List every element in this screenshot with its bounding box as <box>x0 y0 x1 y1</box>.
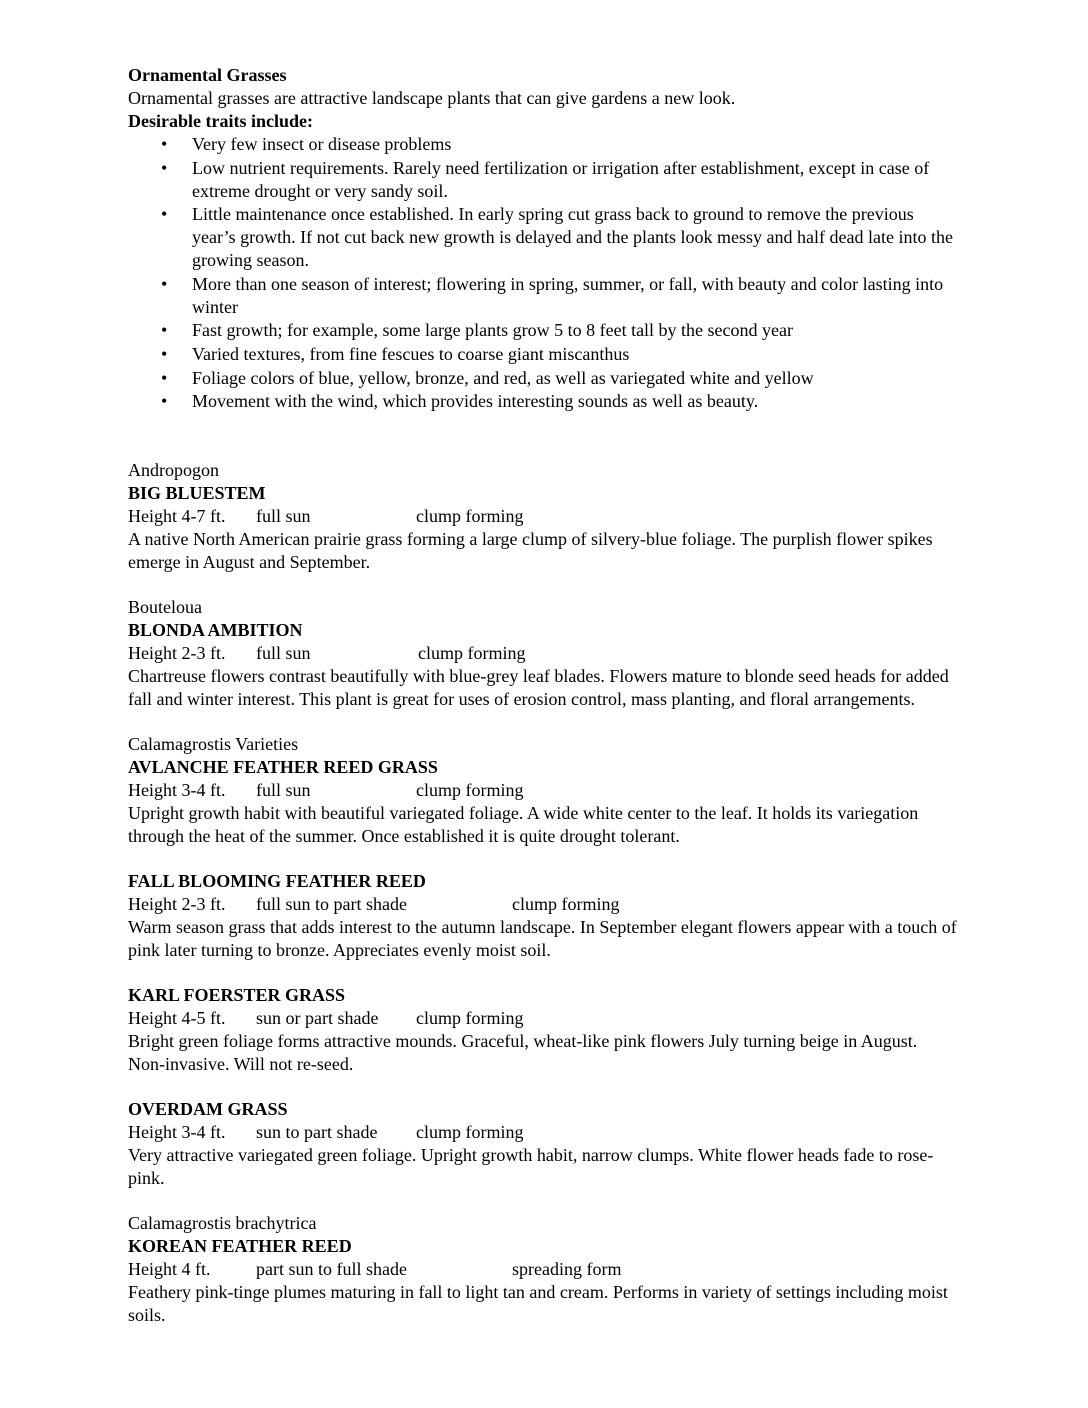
plant-name: FALL BLOOMING FEATHER REED <box>128 870 426 891</box>
plant-description: Bright green foliage forms attractive mounds. Graceful, wheat-like pink flowers July turning beige in August. Non-invasive. Will not re-seed. <box>128 1030 918 1074</box>
plant-form: clump forming <box>416 1007 524 1028</box>
plant-meta <box>128 1258 968 1281</box>
plant-description: Very attractive variegated green foliage. Upright growth habit, narrow clumps. White flower heads fade to rose-pink. <box>128 1144 934 1188</box>
plant-genus: Bouteloua <box>128 596 202 617</box>
plant-meta <box>128 893 968 916</box>
plant-name: BLONDA AMBITION <box>128 619 303 640</box>
trait-item: • Fast growth; for example, some large plants grow 5 to 8 feet tall by the second year <box>161 320 794 341</box>
plant-height: Height 3-4 ft. <box>128 779 226 800</box>
trait-item: • Foliage colors of blue, yellow, bronze, and red, as well as variegated white and yellow <box>161 367 814 388</box>
bullet-icon: • <box>161 273 168 294</box>
trait-item: • Movement with the wind, which provides interesting sounds as well as beauty. <box>161 391 759 412</box>
plant-sun: full sun <box>256 779 311 800</box>
spacer <box>128 848 968 870</box>
spacer <box>128 962 968 984</box>
plant-form: clump forming <box>418 642 526 663</box>
plant-entry <box>128 1212 968 1327</box>
plant-sun: full sun <box>256 642 311 663</box>
plant-sun: sun or part shade <box>256 1007 379 1028</box>
plant-meta <box>128 642 968 665</box>
traits-heading: Desirable traits include: <box>128 111 313 131</box>
plant-genus: Andropogon <box>128 459 219 480</box>
bullet-icon: • <box>161 134 168 154</box>
plant-name: AVLANCHE FEATHER REED GRASS <box>128 756 438 777</box>
trait-item: • Very few insect or disease problems <box>161 134 452 154</box>
plant-meta <box>128 779 968 802</box>
plant-description: Chartreuse flowers contrast beautifully with blue-grey leaf blades. Flowers mature to blonde seed heads for added fall and winter interest. This plant is great for uses of erosion control, mass planting, and floral arrangements. <box>128 665 949 709</box>
plant-meta <box>128 1007 968 1030</box>
plant-height: Height 4 ft. <box>128 1258 211 1279</box>
plant-form: spreading form <box>512 1258 622 1279</box>
plant-entry <box>128 984 968 1076</box>
plant-sun: full sun to part shade <box>256 893 407 914</box>
spacer <box>128 574 968 596</box>
plant-entry <box>128 733 968 848</box>
plant-entry <box>128 1098 968 1190</box>
plant-sun: part sun to full shade <box>256 1258 407 1279</box>
spacer <box>128 1076 968 1098</box>
plant-description: A native North American prairie grass forming a large clump of silvery-blue foliage. The purplish flower spikes emerge in August and September. <box>128 528 933 572</box>
trait-item: • Little maintenance once established. In early spring cut grass back to ground to remove the previous year’s growth. If not cut back new growth is delayed and the plants look messy and half dead late into the growing season. <box>161 204 953 271</box>
plant-entry <box>128 870 968 962</box>
plant-description: Warm season grass that adds interest to the autumn landscape. In September elegant flowers appear with a touch of pink later turning to bronze. Appreciates evenly moist soil. <box>128 916 957 960</box>
bullet-icon: • <box>161 391 168 412</box>
spacer <box>128 1190 968 1212</box>
plant-height: Height 2-3 ft. <box>128 893 226 914</box>
plant-name: OVERDAM GRASS <box>128 1098 288 1119</box>
plant-name: BIG BLUESTEM <box>128 482 266 503</box>
plant-sun: sun to part shade <box>256 1121 378 1142</box>
plant-entry <box>128 596 968 711</box>
plant-name: KARL FOERSTER GRASS <box>128 984 346 1005</box>
plant-sun: full sun <box>256 505 311 526</box>
plant-meta <box>128 1121 968 1144</box>
plant-form: clump forming <box>416 779 524 800</box>
bullet-icon: • <box>161 343 168 364</box>
document-page <box>128 64 968 1327</box>
plant-description: Upright growth habit with beautiful variegated foliage. A wide white center to the leaf. It holds its variegation through the heat of the summer. Once established it is quite drought tolerant. <box>128 802 919 846</box>
traits-list <box>128 133 968 413</box>
plant-form: clump forming <box>416 1121 524 1142</box>
plant-description: Feathery pink-tinge plumes maturing in fall to light tan and cream. Performs in variety of settings including moist soils. <box>128 1281 948 1325</box>
plant-form: clump forming <box>512 893 620 914</box>
intro-text: Ornamental grasses are attractive landscape plants that can give gardens a new look. <box>128 88 736 108</box>
spacer <box>128 711 968 733</box>
trait-item: • Varied textures, from fine fescues to coarse giant miscanthus <box>161 343 630 364</box>
plant-height: Height 4-5 ft. <box>128 1007 226 1028</box>
bullet-icon: • <box>161 157 168 178</box>
trait-item: • More than one season of interest; flowering in spring, summer, or fall, with beauty and color lasting into winter <box>161 273 944 317</box>
plant-entry <box>128 459 968 574</box>
plant-form: clump forming <box>416 505 524 526</box>
section-title: Ornamental Grasses <box>128 65 287 85</box>
plant-height: Height 4-7 ft. <box>128 505 226 526</box>
bullet-icon: • <box>161 320 168 341</box>
spacer <box>128 414 968 459</box>
plant-genus: Calamagrostis brachytrica <box>128 1212 317 1233</box>
plant-height: Height 2-3 ft. <box>128 642 226 663</box>
plant-height: Height 3-4 ft. <box>128 1121 226 1142</box>
plant-name: KOREAN FEATHER REED <box>128 1235 352 1256</box>
plant-meta <box>128 505 968 528</box>
plant-genus: Calamagrostis Varieties <box>128 733 299 754</box>
trait-item: • Low nutrient requirements. Rarely need fertilization or irrigation after establishment, except in case of extreme drought or very sandy soil. <box>161 157 930 201</box>
bullet-icon: • <box>161 367 168 388</box>
bullet-icon: • <box>161 204 168 225</box>
